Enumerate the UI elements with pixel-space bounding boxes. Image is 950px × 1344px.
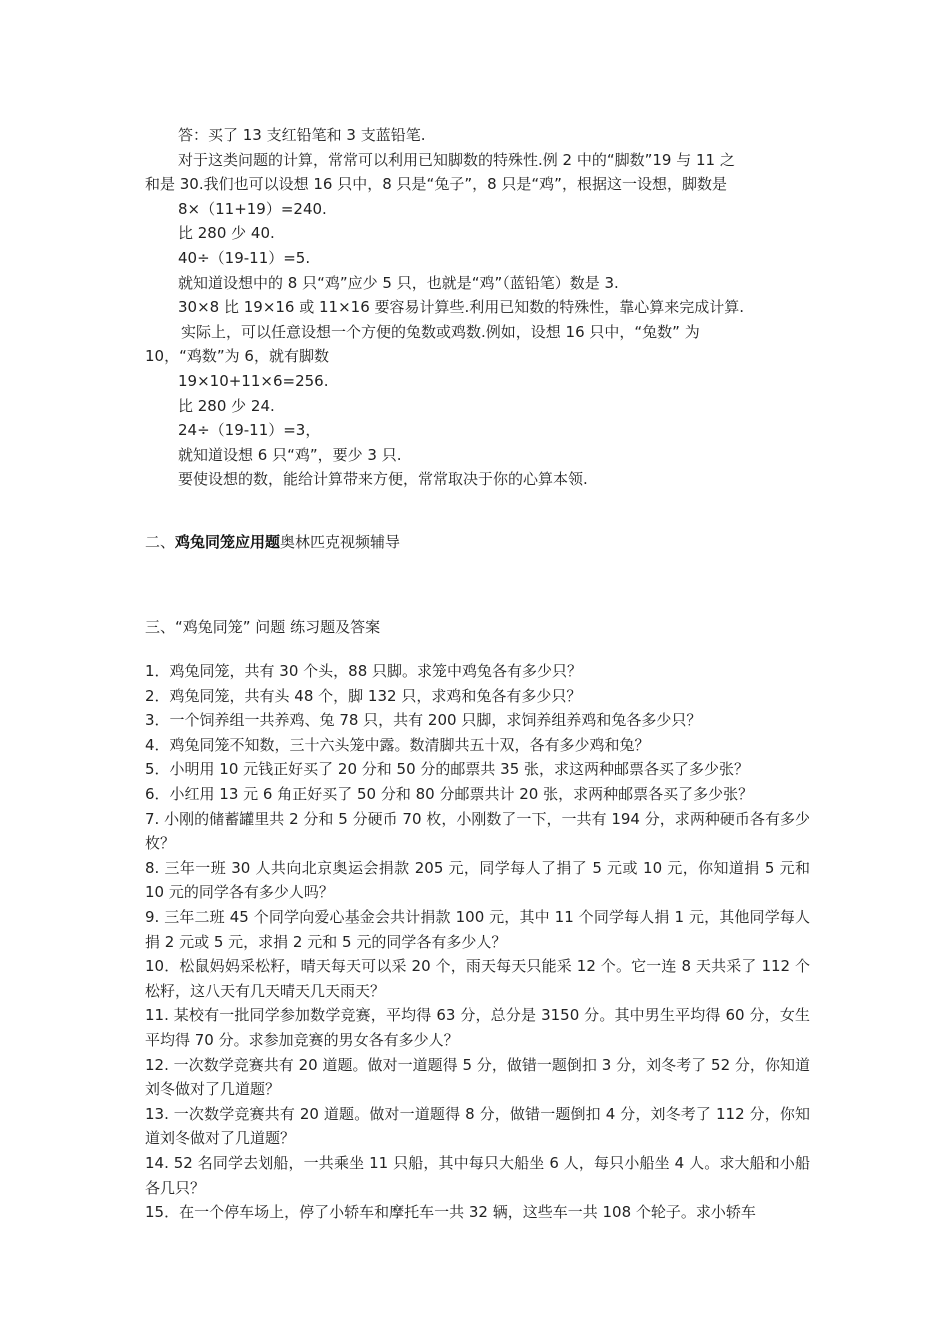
- exercise-item: 1．鸡兔同笼，共有 30 个头，88 只脚。求笼中鸡兔各有多少只？: [145, 662, 583, 681]
- section-3-heading: 三、“鸡兔同笼” 问题 练习题及答案: [145, 617, 381, 636]
- calculation-line: 40÷（19-11）=5.: [178, 248, 311, 267]
- exercise-item: 6．小红用 13 元 6 角正好买了 50 分和 80 分邮票共计 20 张，求两种邮票各买了多少张？: [145, 785, 754, 804]
- paragraph-line: 对于这类问题的计算，常常可以利用已知脚数的特殊性.例 2 中的“脚数”19 与 11 之: [178, 150, 735, 169]
- paragraph-line: 和是 30.我们也可以设想 16 只中，8 只是“兔子”，8 只是“鸡”，根据这一设想，脚数是: [145, 175, 727, 194]
- exercise-item: 4．鸡兔同笼不知数，三十六头笼中露。数清脚共五十双，各有多少鸡和兔？: [145, 735, 650, 754]
- note-line: 30×8 比 19×16 或 11×16 要容易计算些.利用已知数的特殊性，靠心算来完成计算.: [178, 298, 745, 317]
- exercise-item: 15．在一个停车场上，停了小轿车和摩托车一共 32 辆，这些车一共 108 个轮子。求小轿车: [145, 1203, 756, 1222]
- exercise-item: 2．鸡兔同笼，共有头 48 个，脚 132 只，求鸡和兔各有多少只？: [145, 686, 582, 705]
- calculation-line: 24÷（19-11）=3，: [178, 421, 321, 440]
- section-2-suffix: 奥林匹克视频辅导: [280, 532, 401, 551]
- calculation-line: 比 280 少 40.: [178, 224, 275, 243]
- calculation-line: 8×（11+19）=240.: [178, 199, 327, 218]
- section-2-bold-title: 鸡兔同笼应用题: [175, 532, 281, 551]
- exercise-item: 7. 小刚的储蓄罐里共 2 分和 5 分硬币 70 枚，小刚数了一下，一共有 194 分，求两种硬币各有多少枚？: [145, 809, 810, 853]
- exercise-item: 5．小明用 10 元钱正好买了 20 分和 50 分的邮票共 35 张，求这两种邮票各买了多少张？: [145, 760, 750, 779]
- conclusion-line: 要使设想的数，能给计算带来方便，常常取决于你的心算本领.: [178, 470, 588, 489]
- solution-block: [145, 123, 810, 492]
- exercise-item: 12. 一次数学竞赛共有 20 道题。做对一道题得 5 分，做错一题倒扣 3 分，刘冬考了 52 分，你知道刘冬做对了几道题？: [145, 1055, 810, 1099]
- section-2-heading: [145, 530, 810, 555]
- exercise-item: 9. 三年二班 45 个同学向爱心基金会共计捐款 100 元，其中 11 个同学每人捐 1 元，其他同学每人捐 2 元或 5 元，求捐 2 元和 5 元的同学各有多少人？: [145, 908, 810, 951]
- section-2-prefix: 二、: [145, 532, 176, 551]
- answer-line: 答：买了 13 支红铅笔和 3 支蓝铅笔.: [178, 126, 426, 144]
- exercise-item: 13. 一次数学竞赛共有 20 道题。做对一道题得 8 分，做错一题倒扣 4 分，刘冬考了 112 分，你知道刘冬做对了几道题？: [145, 1104, 810, 1148]
- conclusion-line: 就知道设想 6 只“鸡”，要少 3 只.: [178, 445, 402, 464]
- calculation-line: 19×10+11×6=256.: [178, 371, 329, 390]
- exercise-item: 11. 某校有一批同学参加数学竞赛，平均得 63 分，总分是 3150 分。其中男生平均得 60 分，女生平均得 70 分。求参加竞赛的男女各有多少人？: [145, 1006, 810, 1049]
- exercise-item: 14. 52 名同学去划船，一共乘坐 11 只船，其中每只大船坐 6 人，每只小船坐 4 人。求大船和小船各几只？: [145, 1153, 810, 1197]
- exercise-item: 10．松鼠妈妈采松籽，晴天每天可以采 20 个，雨天每天只能采 12 个。它一连 8 天共采了 112 个松籽，这八天有几天晴天几天雨天？: [145, 957, 810, 1000]
- calculation-line: 比 280 少 24.: [178, 396, 275, 415]
- conclusion-line: 就知道设想中的 8 只“鸡”应少 5 只，也就是“鸡”（蓝铅笔）数是 3.: [178, 273, 619, 292]
- paragraph-line: 实际上，可以任意设想一个方便的兔数或鸡数.例如，设想 16 只中，“兔数” 为: [181, 322, 700, 341]
- exercise-item: 8. 三年一班 30 人共向北京奥运会捐款 205 元，同学每人了捐了 5 元或 10 元，你知道捐 5 元和 10 元的同学各有多少人吗？: [145, 858, 810, 902]
- paragraph-line: 10，“鸡数”为 6，就有脚数: [145, 347, 329, 366]
- exercise-item: 3．一个饲养组一共养鸡、兔 78 只，共有 200 只脚，求饲养组养鸡和兔各多少只？: [145, 711, 702, 730]
- exercise-list: [145, 659, 810, 1225]
